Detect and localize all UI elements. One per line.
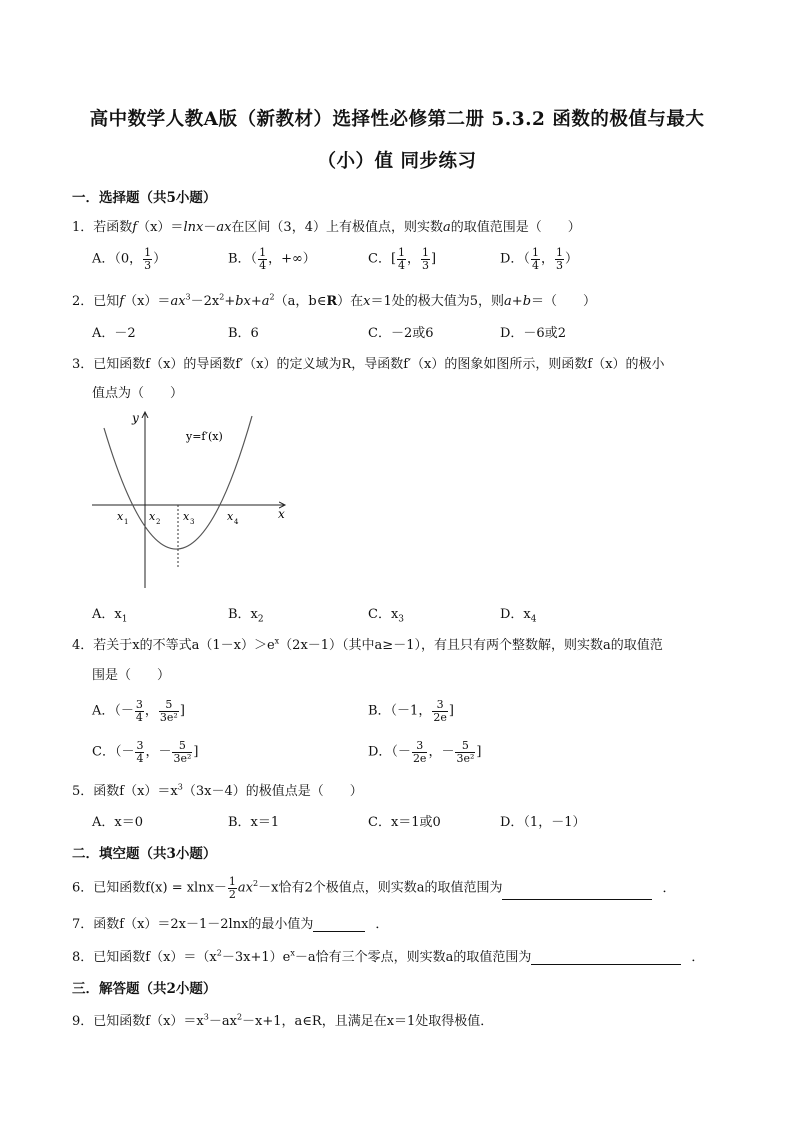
q2-option-c: C．－2或6	[368, 326, 434, 341]
fraction	[432, 699, 448, 723]
denominator: 4	[135, 710, 143, 724]
q2-sup2b: 2	[269, 292, 275, 302]
q3-b-text: B．x	[228, 607, 258, 622]
q1-text-b: （x）＝	[137, 220, 184, 235]
x2-sub: 2	[156, 518, 161, 526]
q1-text-i: 的取值范围是（ ）	[450, 220, 581, 235]
question-4	[72, 634, 663, 653]
q5-option-c: C．x＝1或0	[368, 815, 441, 830]
fraction	[531, 247, 540, 271]
q4-option-a	[92, 699, 185, 723]
q9-sup1: 3	[203, 1012, 209, 1022]
q3-a-text: A．x	[92, 607, 122, 622]
q2-x: x	[363, 294, 371, 309]
q1-d-post: ）	[564, 251, 578, 267]
q9-text-a: 9．已知函数f（x）＝x	[72, 1014, 204, 1029]
q6-ax: ax	[237, 880, 254, 896]
x1-sub: 1	[124, 518, 129, 526]
numerator: 1	[228, 875, 236, 888]
q4-a-pre: A．（－	[92, 703, 134, 719]
q6-answer-blank[interactable]	[502, 887, 652, 900]
q2-b: （x）＝	[124, 294, 171, 309]
fraction	[397, 247, 406, 271]
denominator: 4	[531, 258, 539, 272]
q5-option-a: A．x＝0	[92, 815, 143, 830]
numerator: 5	[172, 740, 192, 753]
q2-sup2: 2	[219, 292, 225, 302]
q4-option-c	[92, 740, 198, 764]
q3-option-b	[228, 603, 264, 625]
q3-c-text: C．x	[368, 607, 399, 622]
numerator: 3	[136, 739, 144, 752]
fraction	[455, 740, 475, 764]
fraction	[135, 740, 144, 764]
q8-period: ．	[691, 950, 705, 965]
q8-sup1: 2	[216, 948, 222, 958]
q3-c-sub: 3	[398, 614, 405, 625]
q9-text-b: －ax	[208, 1014, 237, 1029]
q7-text: 7．函数f（x）＝2x－1－2lnx的最小值为	[72, 917, 314, 932]
numerator: 1	[144, 246, 152, 259]
q2-d: －2x	[190, 294, 220, 309]
question-6	[72, 876, 675, 900]
q4-a-post: ]	[179, 703, 185, 719]
q6-sup: 2	[253, 879, 259, 889]
q1-f: f	[132, 220, 138, 235]
q1-d-pre: D．（	[500, 251, 530, 267]
q1-a: a	[442, 220, 451, 235]
q5-text-a: 5．函数f（x）＝x	[72, 784, 178, 799]
q6-text-a: 6．已知函数f(x) = xlnx－	[72, 880, 227, 896]
q1-option-b	[228, 247, 316, 271]
q5-option-b: B．x＝1	[228, 815, 280, 830]
question-3: 3．已知函数f（x）的导函数f′（x）的定义域为R，导函数f′（x）的图象如图所示，则函数f（x）的极小	[72, 357, 665, 372]
fraction	[135, 699, 144, 723]
q3-d-text: D．x	[500, 607, 531, 622]
question-9	[72, 1010, 493, 1029]
q2-e: +bx+a	[224, 294, 270, 309]
q4-d-post: ]	[476, 744, 482, 760]
fraction	[172, 740, 192, 764]
q1-b-post: ，+∞）	[268, 251, 316, 267]
q4-d-pre: D．（－	[368, 744, 411, 760]
q4-c-post: ]	[193, 744, 199, 760]
page-title: 高中数学人教A版（新教材）选择性必修第二册 5.3.2 函数的极值与最大	[89, 109, 705, 130]
q4-c-pre: C．（－	[92, 744, 135, 760]
fraction	[143, 247, 152, 271]
q7-period: ．	[375, 917, 389, 932]
question-8	[72, 946, 704, 965]
q4-d-sep: ，－	[428, 744, 455, 760]
fraction	[228, 876, 237, 900]
denominator: 2e	[433, 710, 447, 724]
q2-option-a: A．－2	[92, 326, 136, 341]
numerator: 5	[455, 740, 475, 753]
fraction	[159, 699, 179, 723]
x4-sub: 4	[234, 518, 239, 526]
denominator: 3e²	[173, 751, 192, 765]
question-3-line2: 值点为（ ）	[92, 386, 184, 401]
q1-option-a	[92, 247, 166, 271]
x3-label: x	[183, 510, 190, 523]
question-5	[72, 780, 363, 799]
q3-option-a	[92, 603, 128, 625]
q2-ax: ax	[170, 294, 186, 309]
q4-option-d	[368, 740, 481, 764]
numerator: 3	[135, 698, 143, 711]
numerator: 1	[422, 246, 430, 259]
fraction	[421, 247, 430, 271]
q2-i: ＝1处的极大值为5，则	[370, 294, 505, 309]
q1-text-a: 1．若函数	[72, 220, 133, 235]
denominator: 3	[144, 258, 152, 272]
denominator: 3e²	[456, 751, 475, 765]
q7-answer-blank[interactable]	[313, 919, 365, 932]
numerator: 1	[555, 246, 563, 259]
numerator: 1	[531, 246, 539, 259]
q3-a-sub: 1	[121, 614, 128, 625]
denominator: 4	[259, 258, 267, 272]
q1-a-pre: A．（0，	[92, 251, 143, 267]
q2-option-b: B．6	[228, 326, 259, 341]
q8-text-b: －3x+1）e	[221, 950, 291, 965]
q3-b-sub: 2	[257, 614, 264, 625]
q1-text-g: 在区间（3，4）上有极值点，则实数	[231, 220, 443, 235]
denominator: 3	[422, 258, 430, 272]
fraction	[555, 247, 564, 271]
q4-option-b	[368, 699, 454, 723]
q2-f: f	[119, 294, 125, 309]
question-4-line2: 围是（ ）	[92, 668, 171, 683]
q4-text-b: （2x－1）（其中a≥－1），有且只有两个整数解，则实数a的取值范	[279, 638, 663, 653]
denominator: 2e	[412, 751, 427, 765]
q8-answer-blank[interactable]	[531, 952, 681, 965]
q5-sup: 3	[177, 782, 183, 792]
x2-label: x	[149, 510, 156, 523]
question-7	[72, 913, 388, 932]
question-1	[72, 216, 581, 235]
curve-label: y=f′(x)	[186, 430, 223, 443]
q2-option-d: D．－6或2	[500, 326, 566, 341]
q1-option-d	[500, 247, 578, 271]
q5-text-b: （3x－4）的极值点是（ ）	[182, 784, 363, 799]
q1-c-sep: ，	[407, 251, 421, 267]
q3-option-c	[368, 603, 405, 625]
q8-text-c: －a恰有三个零点，则实数a的取值范围为	[294, 950, 532, 965]
q1-minus: －	[203, 220, 217, 235]
q2-sup3: 3	[185, 292, 191, 302]
q4-b-post: ]	[448, 703, 454, 719]
denominator: 3	[555, 258, 563, 272]
x1-label: x	[117, 510, 124, 523]
q4-a-sep: ，	[144, 703, 158, 719]
q1-b-pre: B．（	[228, 251, 258, 267]
q1-ax: ax	[216, 220, 232, 235]
q4-b-pre: B．（－1，	[368, 703, 432, 719]
numerator: 3	[432, 699, 448, 712]
numerator: 1	[259, 246, 267, 259]
numerator: 5	[159, 699, 179, 712]
x-axis-label: x	[278, 507, 285, 521]
q1-option-c	[368, 247, 436, 271]
q2-a: 2．已知	[72, 294, 120, 309]
q2-h: ）在	[337, 294, 364, 309]
q4-sup: x	[274, 636, 280, 646]
q9-sup2: 2	[236, 1012, 243, 1022]
section-choice: 一．选择题（共5小题）	[72, 190, 217, 206]
fraction	[258, 247, 267, 271]
numerator: 1	[398, 246, 406, 259]
q4-c-sep: ，－	[145, 744, 172, 760]
derivative-graph	[90, 408, 290, 590]
q1-a-post: ）	[153, 251, 167, 267]
x3-sub: 3	[190, 518, 195, 526]
q2-R: R	[326, 294, 338, 309]
q3-d-sub: 4	[530, 614, 537, 625]
q1-d-sep: ，	[540, 251, 554, 267]
q1-c-pre: C．[	[368, 251, 397, 267]
q1-lnx: lnx	[183, 220, 204, 235]
section-fill-blank: 二．填空题（共3小题）	[72, 846, 217, 862]
denominator: 4	[398, 258, 406, 272]
denominator: 4	[136, 751, 144, 765]
y-axis-label: y	[132, 411, 139, 425]
q8-sup2: x	[290, 948, 295, 958]
numerator: 3	[412, 740, 428, 753]
q4-text-a: 4．若关于x的不等式a（1－x）＞e	[72, 638, 275, 653]
section-answer: 三．解答题（共2小题）	[72, 981, 217, 997]
question-2	[72, 290, 596, 309]
x4-label: x	[227, 510, 234, 523]
denominator: 2	[228, 887, 236, 901]
q6-period: ．	[662, 880, 676, 896]
denominator: 3e²	[159, 710, 178, 724]
q2-k: ＝（ ）	[531, 294, 597, 309]
q2-j: a+b	[504, 294, 532, 309]
q8-text-a: 8．已知函数f（x）＝（x	[72, 950, 217, 965]
q3-option-d	[500, 603, 537, 625]
fraction	[412, 740, 428, 764]
q2-g: （a，b∈	[274, 294, 327, 309]
q5-option-d: D．（1，－1）	[500, 815, 586, 830]
q9-text-c: －x+1，a∈R，且满足在x＝1处取得极值．	[242, 1014, 494, 1029]
q1-c-post: ]	[431, 251, 437, 267]
q6-text-c: －x恰有2个极值点，则实数a的取值范围为	[258, 880, 503, 896]
page-title-line2: （小）值 同步练习	[317, 151, 477, 172]
